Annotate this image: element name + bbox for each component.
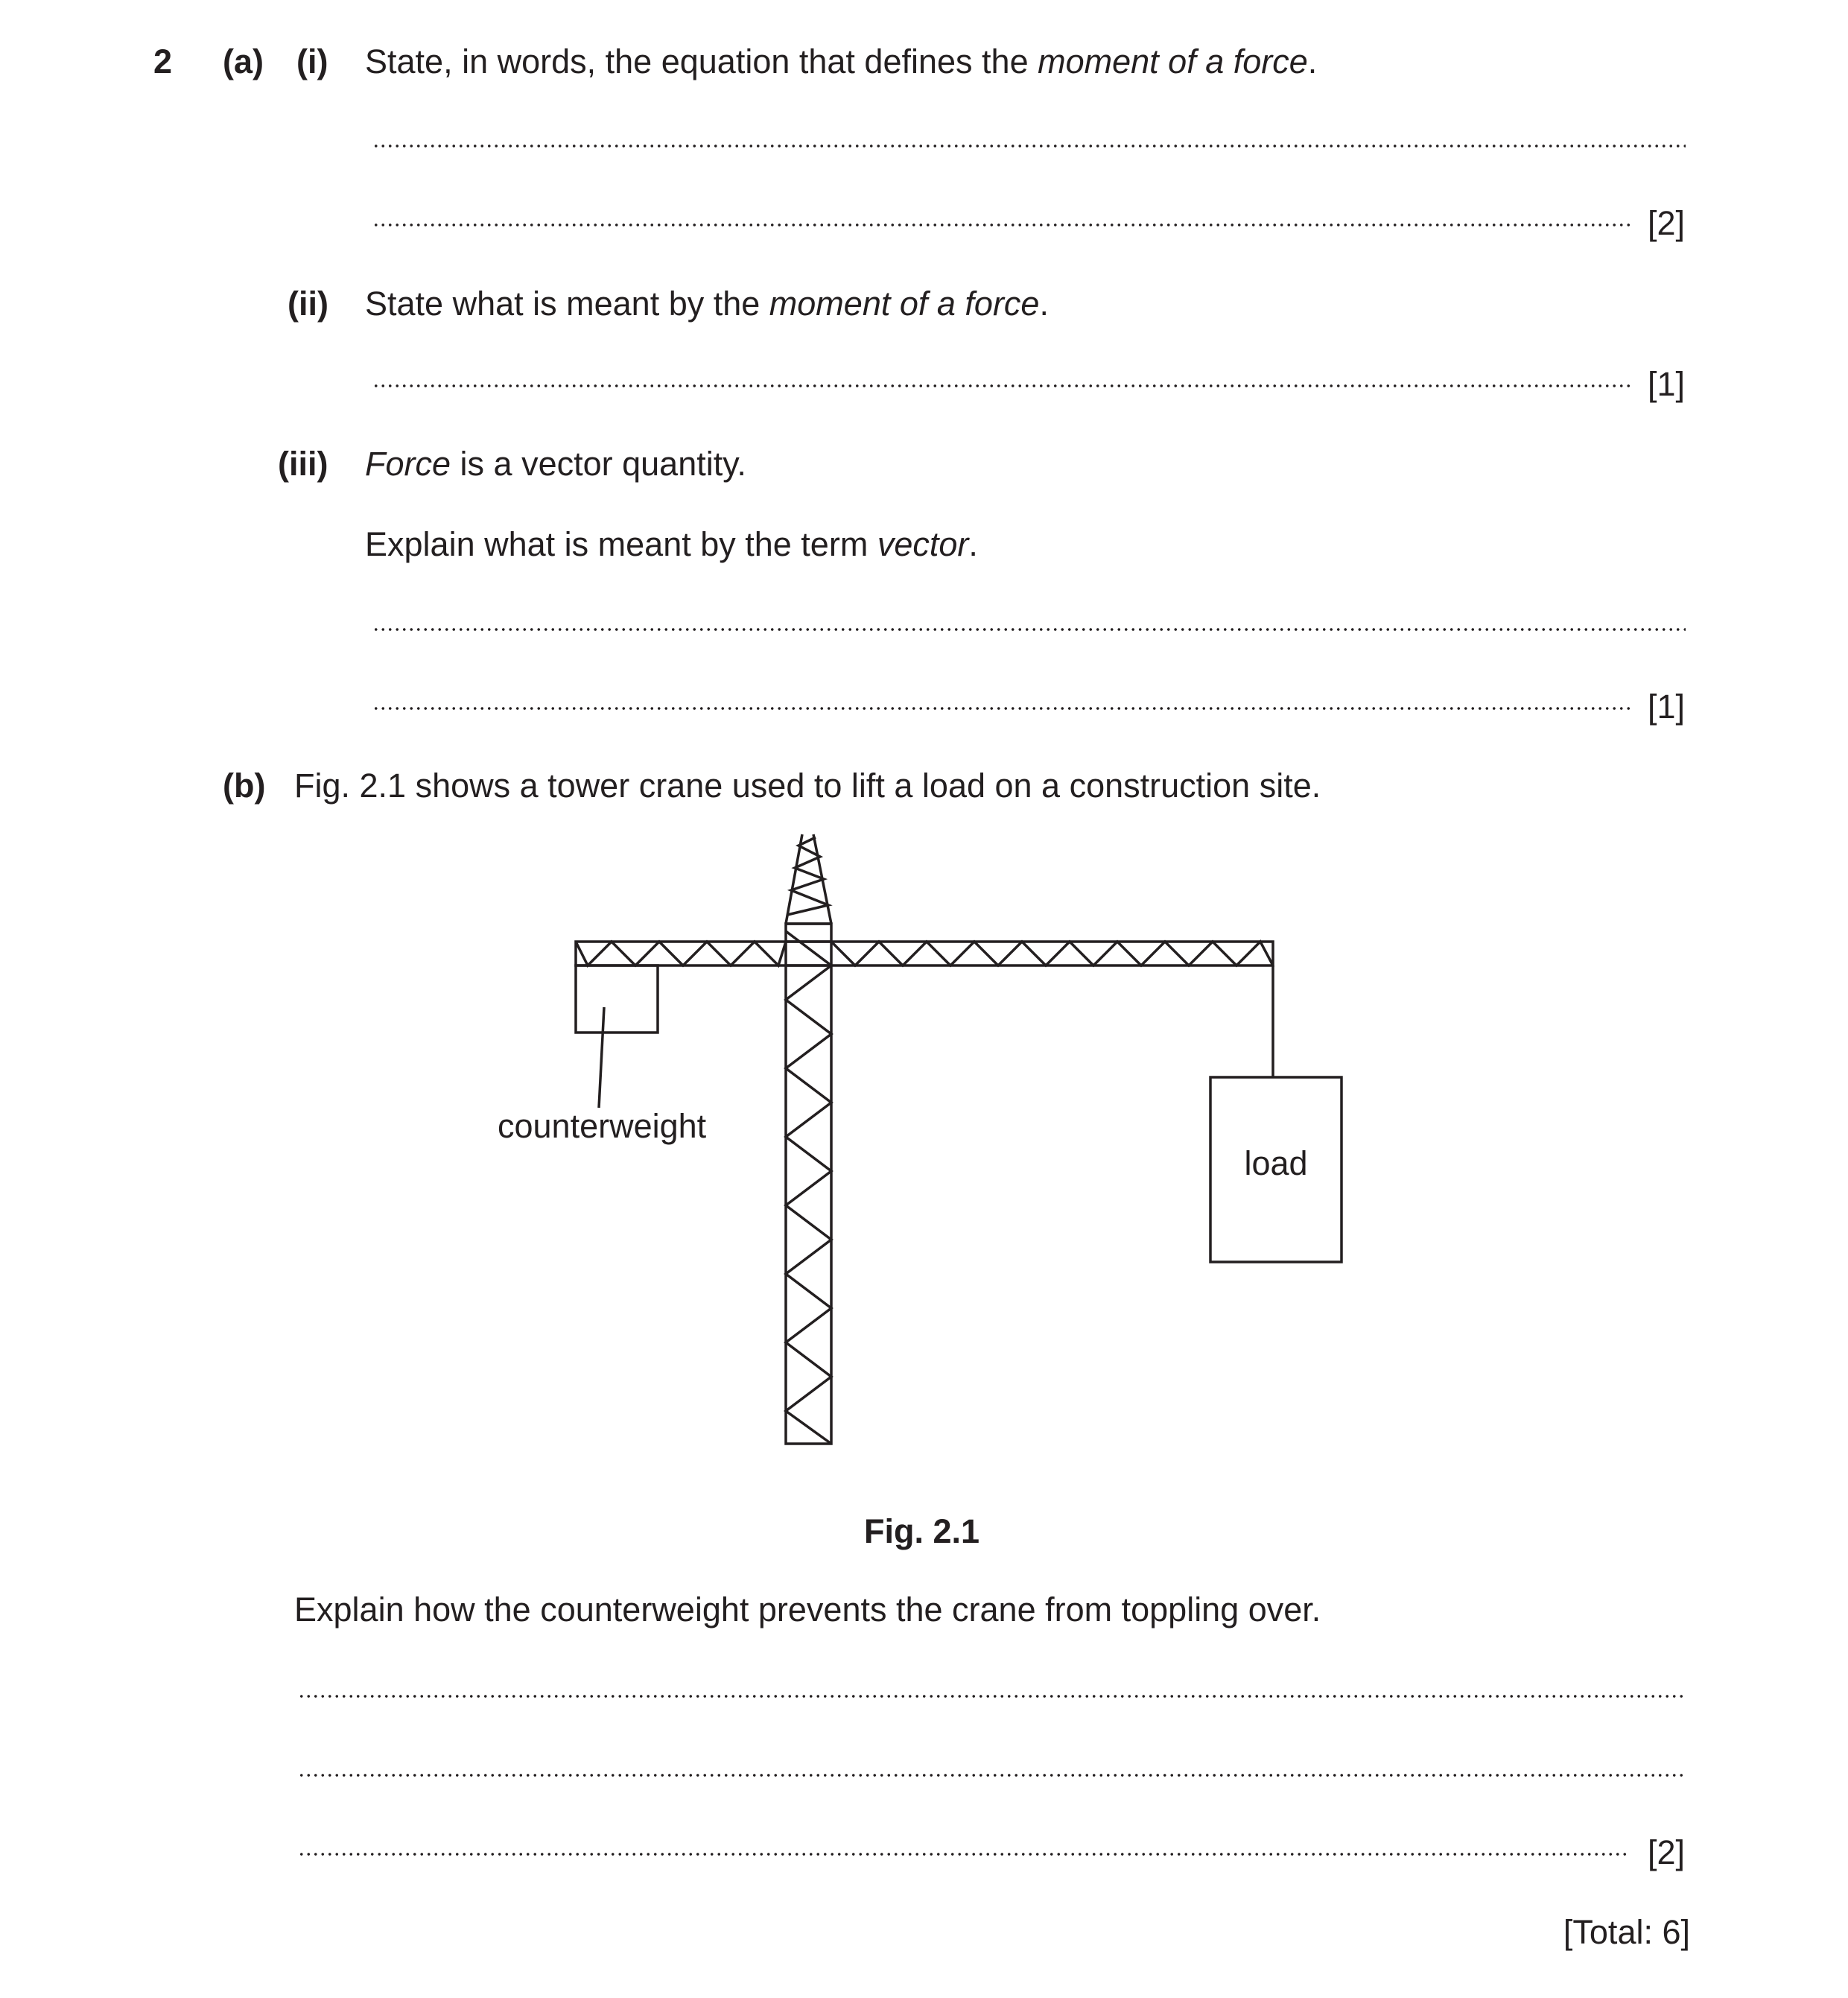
load-label: load (1244, 1144, 1308, 1182)
apex-left (786, 834, 802, 924)
answer-line[interactable] (298, 1852, 1630, 1856)
answer-line[interactable] (298, 1773, 1686, 1777)
subpart-ii-label: (ii) (288, 285, 328, 323)
part-b-label: (b) (223, 767, 266, 805)
part-a-label: (a) (223, 42, 264, 80)
jib-lattice (576, 942, 786, 965)
jib-lattice (831, 942, 1273, 965)
answer-line[interactable] (298, 1694, 1686, 1699)
question-number: 2 (153, 42, 173, 80)
figure-caption: Fig. 2.1 (864, 1512, 980, 1550)
mast-lattice (786, 931, 831, 1444)
marks-ii: [1] (1648, 365, 1686, 403)
crane-mast (786, 924, 831, 1444)
subpart-iii-statement: Force is a vector quantity. (365, 445, 746, 483)
total-marks: [Total: 6] (1563, 1913, 1690, 1951)
counterweight-block (576, 965, 658, 1033)
subpart-i-prompt: State, in words, the equation that defines the moment of a force. (365, 42, 1318, 80)
part-b-prompt: Explain how the counterweight prevents the crane from toppling over. (294, 1591, 1321, 1628)
marks-iii: [1] (1648, 688, 1686, 726)
part-b-intro: Fig. 2.1 shows a tower crane used to lift a load on a construction site. (294, 767, 1321, 805)
counterweight-label: counterweight (498, 1107, 707, 1145)
subpart-ii-prompt: State what is meant by the moment of a force. (365, 285, 1049, 323)
subpart-iii-prompt: Explain what is meant by the term vector. (365, 525, 978, 563)
marks-b: [2] (1648, 1833, 1686, 1871)
subpart-iii-label: (iii) (278, 445, 328, 483)
subpart-i-label: (i) (296, 42, 328, 80)
counterweight-leader (599, 1007, 604, 1108)
marks-i: [2] (1648, 204, 1686, 242)
